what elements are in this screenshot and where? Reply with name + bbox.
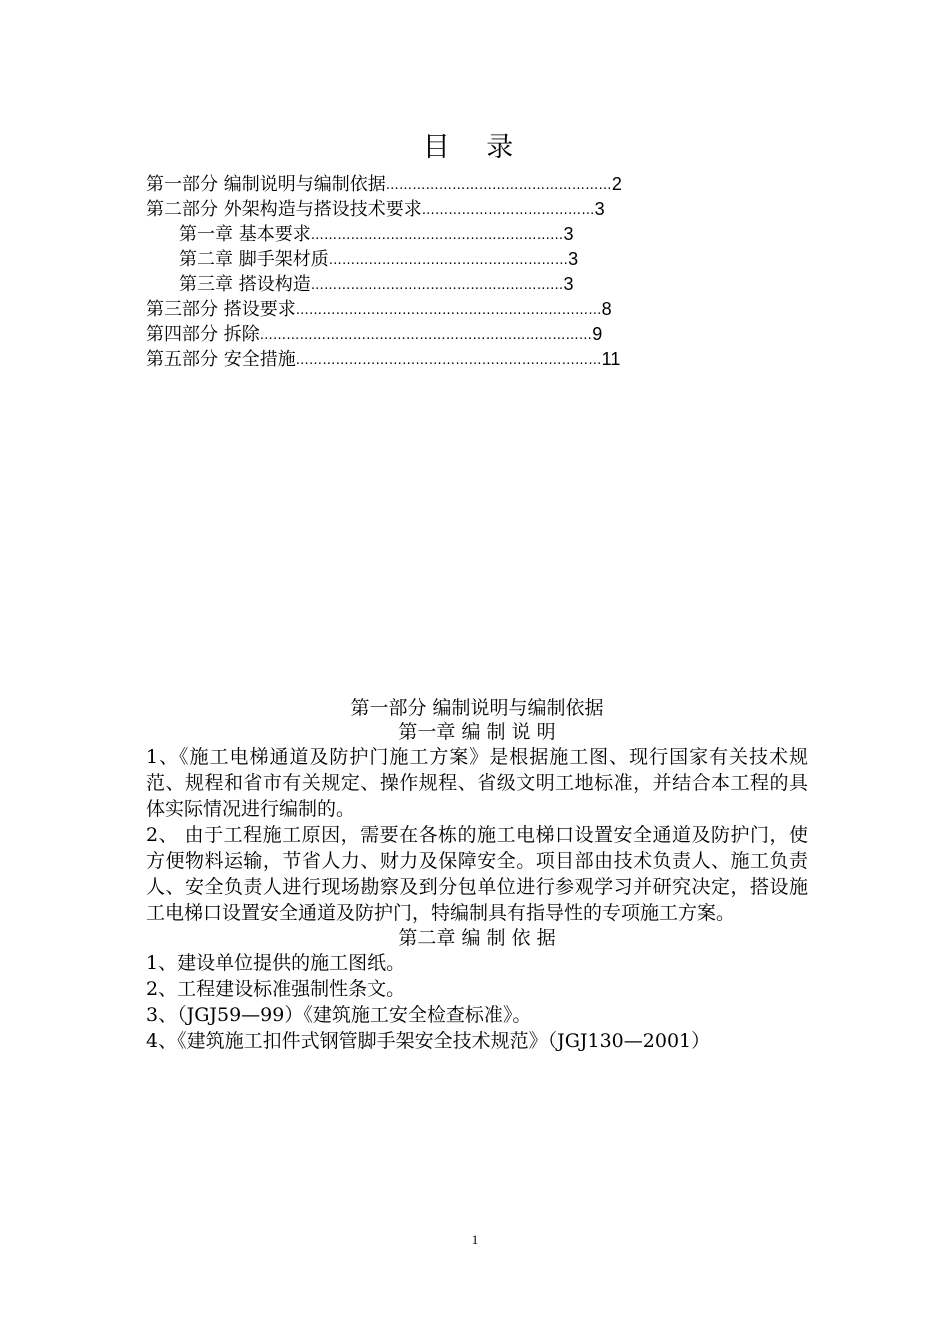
- toc-entry-label: 第一部分 编制说明与编制依据: [146, 174, 386, 195]
- table-of-contents: [146, 172, 796, 372]
- toc-entry-label: 第二部分 外架构造与搭设技术要求: [146, 199, 422, 220]
- part1-title: 第一部分 编制说明与编制依据: [350, 697, 604, 719]
- toc-entry-leader: ………………………………………………: [328, 253, 569, 268]
- toc-entry-leader: …………………………………………………: [310, 228, 564, 243]
- toc-entry[interactable]: [146, 272, 796, 297]
- basis-item: 2、工程建设标准强制性条文。: [146, 978, 406, 1000]
- toc-entry-page: 9: [592, 324, 603, 344]
- toc-entry[interactable]: [146, 347, 796, 372]
- toc-entry-leader: ……………………………………………………………: [295, 353, 602, 368]
- basis-item: 4、《建筑施工扣件式钢管脚手架安全技术规范》（JGJ130—2001）: [146, 1030, 711, 1052]
- toc-entry-leader: ……………………………………………………………: [295, 303, 602, 318]
- toc-entry-page: 3: [563, 274, 574, 294]
- page-number: 1: [471, 1232, 479, 1247]
- toc-title: 目 录: [422, 132, 528, 163]
- paragraph-2: 2、 由于工程施工原因，需要在各栋的施工电梯口设置安全通道及防护门，使方便物料运输，节省人力、财力及保障安全。项目部由技术负责人、施工负责人、安全负责人进行现场勘察及到分包单位进行参观学习并研究决定，搭设施工电梯口设置安全通道及防护门，特编制具有指导性的专项施工方案。: [146, 824, 808, 924]
- toc-entry-page: 3: [563, 224, 574, 244]
- toc-entry-page: 2: [611, 174, 622, 194]
- toc-entry-leader: …………………………………………………: [310, 278, 564, 293]
- paragraph-1: 1、《施工电梯通道及防护门施工方案》是根据施工图、现行国家有关技术规范、规程和省市有关规定、操作规程、省级文明工地标准，并结合本工程的具体实际情况进行编制的。: [146, 746, 808, 820]
- basis-item: 3、（JGJ59—99）《建筑施工安全检查标准》。: [146, 1004, 532, 1026]
- toc-entry-leader: …………………………………: [421, 203, 595, 218]
- toc-entry-label: 第一章 基本要求: [179, 224, 311, 245]
- toc-entry-label: 第五部分 安全措施: [146, 349, 296, 370]
- toc-entry[interactable]: [146, 322, 796, 347]
- toc-entry-page: 3: [568, 249, 579, 269]
- toc-entry[interactable]: [146, 222, 796, 247]
- chapter2-title: 第二章 编 制 依 据: [398, 927, 556, 949]
- toc-entry-label: 第三部分 搭设要求: [146, 299, 296, 320]
- toc-entry[interactable]: [146, 247, 796, 272]
- toc-entry-page: 8: [601, 299, 612, 319]
- toc-entry[interactable]: [146, 172, 796, 197]
- basis-item: 1、建设单位提供的施工图纸。: [146, 952, 406, 974]
- toc-entry-page: 11: [601, 349, 621, 369]
- toc-entry-leader: ……………………………………………: [385, 178, 612, 193]
- toc-entry-label: 第三章 搭设构造: [179, 274, 311, 295]
- toc-entry[interactable]: [146, 297, 796, 322]
- part1-section: [146, 696, 808, 1054]
- toc-entry[interactable]: [146, 197, 796, 222]
- toc-entry-page: 3: [594, 199, 605, 219]
- chapter1-title: 第一章 编 制 说 明: [398, 721, 556, 743]
- toc-entry-label: 第四部分 拆除: [146, 324, 260, 345]
- toc-entry-leader: …………………………………………………………………: [259, 328, 593, 343]
- toc-entry-label: 第二章 脚手架材质: [179, 249, 329, 270]
